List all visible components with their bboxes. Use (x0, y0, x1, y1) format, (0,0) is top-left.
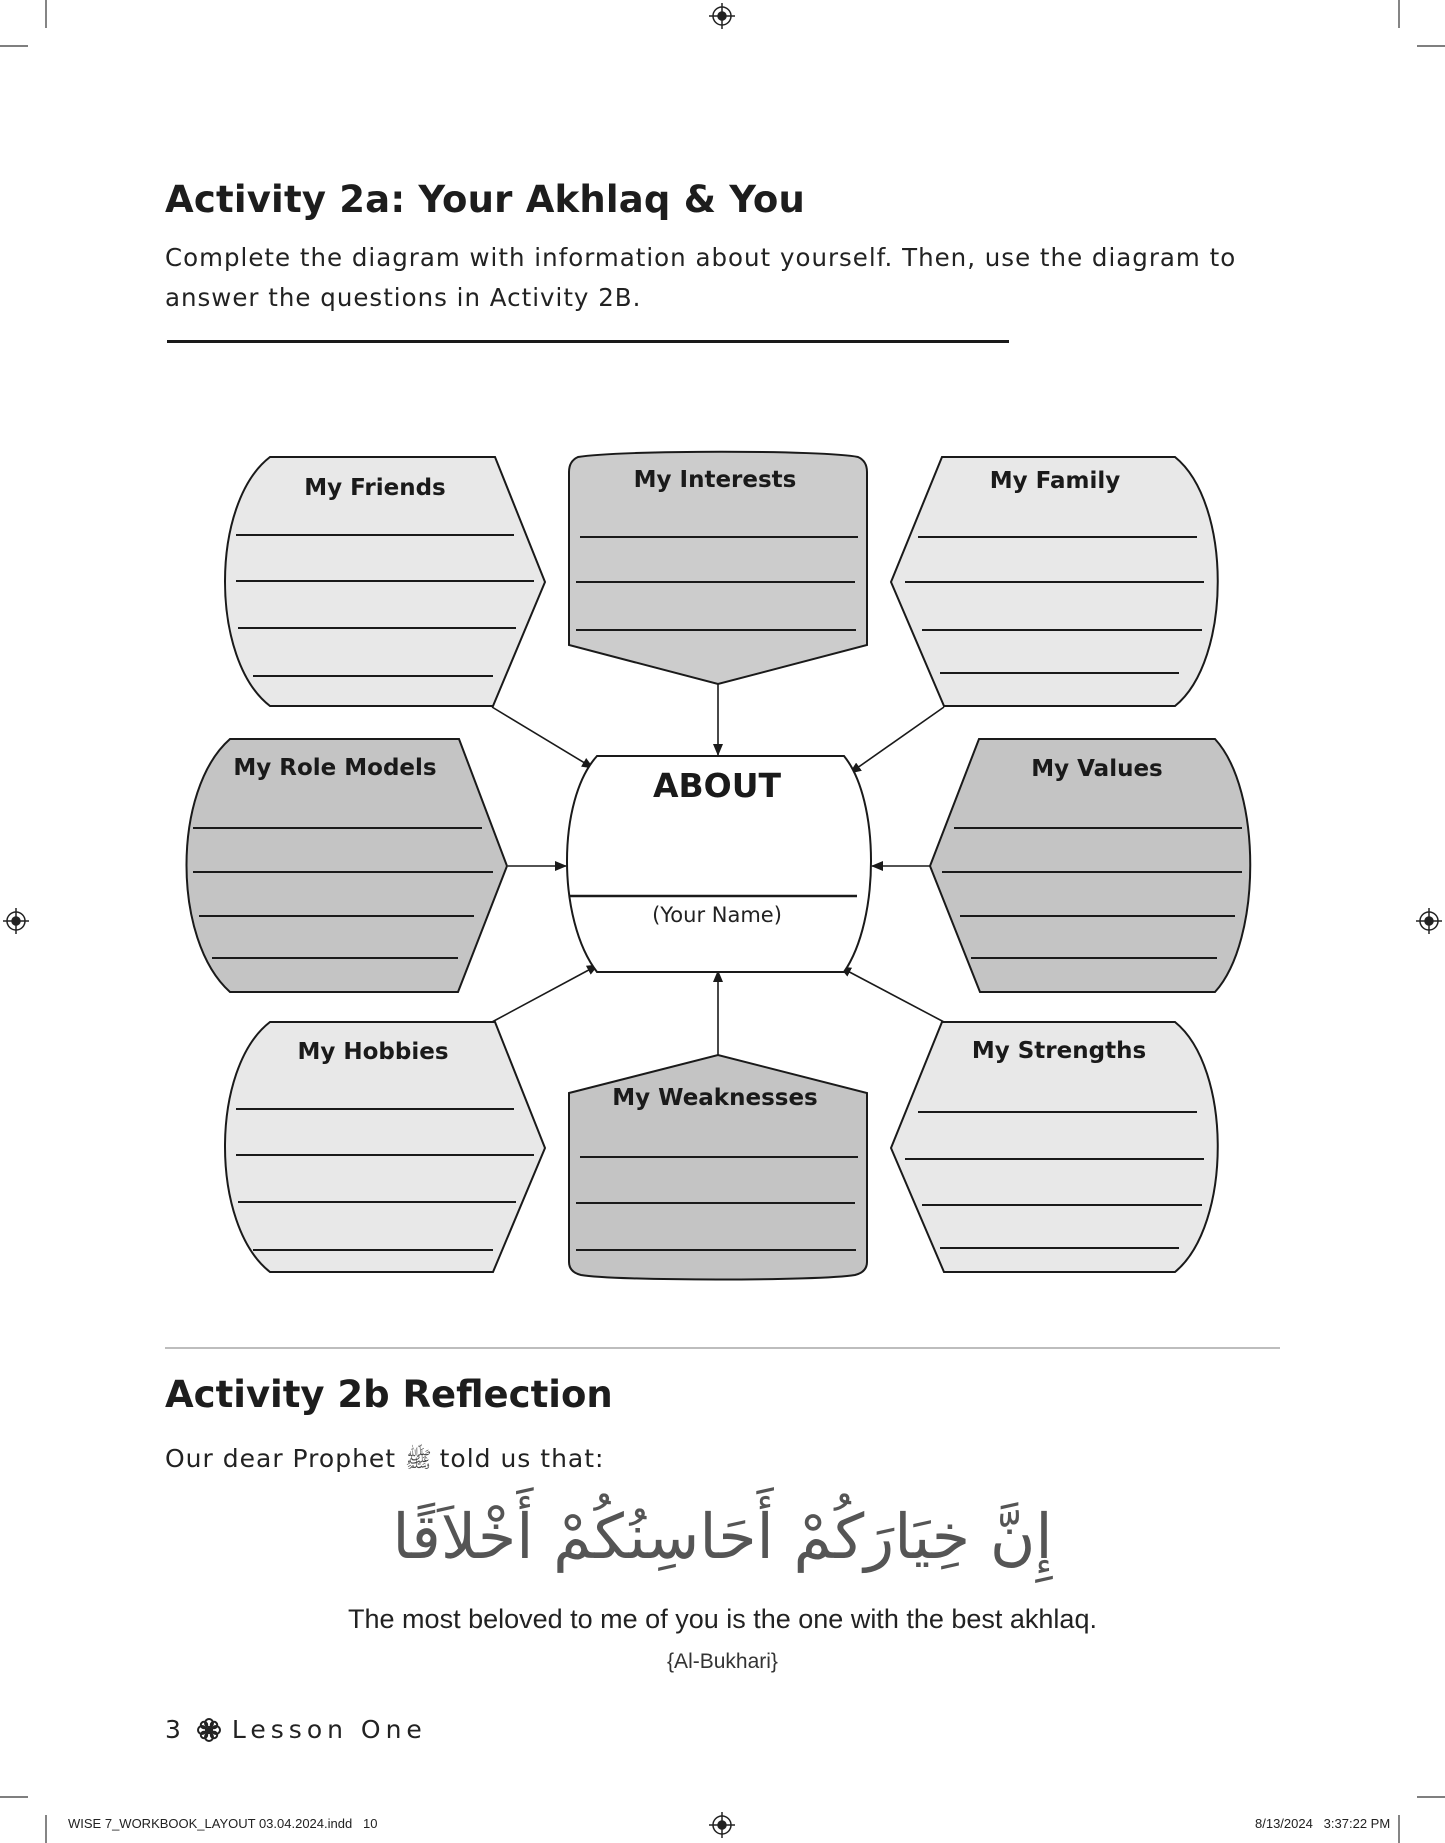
activity-2a-title: Activity 2a: Your Akhlaq & You (165, 178, 806, 221)
slug-filename: WISE 7_WORKBOOK_LAYOUT 03.04.2024.indd 10 (68, 1816, 378, 1831)
arrow-family (850, 707, 944, 773)
box-my-family-label: My Family (989, 468, 1121, 494)
box-my-hobbies-label: My Hobbies (297, 1039, 449, 1065)
lesson-label: Lesson One (231, 1715, 427, 1744)
flower-ornament-icon (196, 1717, 222, 1743)
prophet-intro-after: told us that: (439, 1444, 605, 1473)
center-about-title: ABOUT (652, 766, 782, 805)
center-about-box[interactable] (567, 756, 871, 972)
hadith-source: {Al-Bukhari} (667, 1650, 778, 1673)
box-my-interests-label: My Interests (633, 467, 797, 493)
box-my-weaknesses-label: My Weaknesses (612, 1085, 818, 1111)
arrow-hobbies (492, 965, 598, 1022)
box-my-strengths-label: My Strengths (971, 1038, 1147, 1064)
box-my-weaknesses[interactable] (569, 1055, 867, 1280)
page-number: 3 (165, 1715, 186, 1744)
arrow-friends (492, 707, 593, 768)
box-my-hobbies[interactable] (225, 1022, 545, 1272)
section-divider (165, 1347, 1280, 1349)
activity-2a-instructions: Complete the diagram with information about yourself. Then, use the diagram to answer the questions in Activity 2B. (165, 243, 1237, 312)
your-name-caption: (Your Name) (652, 903, 782, 927)
box-my-strengths[interactable] (891, 1022, 1218, 1272)
box-my-family[interactable] (891, 457, 1218, 706)
box-my-role-models-label: My Role Models (233, 755, 437, 781)
page-footer (165, 1715, 427, 1744)
salawat-symbol: ﷺ (405, 1448, 432, 1473)
hadith-arabic: إِنَّ خِيَارَكُمْ أَحَاسِنُكُمْ أَخْلاَقًا (392, 1500, 1053, 1573)
slug-datetime: 8/13/2024 3:37:22 PM (1255, 1816, 1391, 1831)
prophet-intro-before: Our dear Prophet (165, 1444, 397, 1473)
activity-2b-title: Activity 2b Reflection (165, 1373, 613, 1416)
prophet-intro (165, 1444, 604, 1478)
box-my-values[interactable] (930, 739, 1250, 992)
hadith-translation: The most beloved to me of you is the one with the best akhlaq. (348, 1604, 1097, 1634)
box-my-interests[interactable] (569, 452, 867, 684)
box-my-values-label: My Values (1031, 756, 1163, 782)
box-my-friends-label: My Friends (304, 475, 446, 501)
arrow-strengths (840, 967, 944, 1022)
box-my-role-models[interactable] (187, 739, 508, 992)
box-my-friends[interactable] (225, 457, 545, 706)
